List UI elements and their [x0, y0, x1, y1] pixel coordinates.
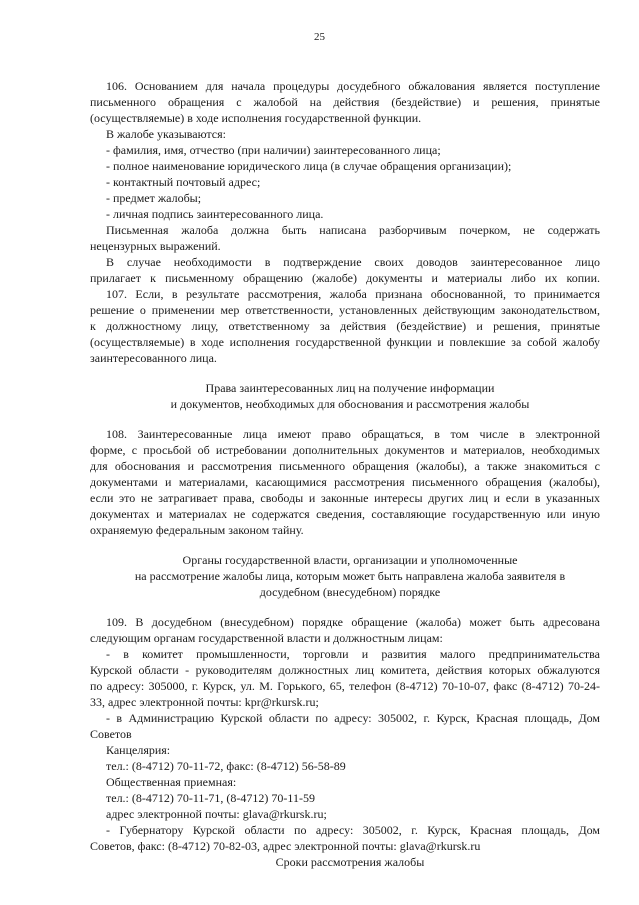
page-number: 25	[314, 31, 325, 43]
paragraph-108-line-4: документами и материалами, касающимися рассмотрения письменного обращения (жалобы),	[90, 475, 600, 489]
list-item: - полное наименование юридического лица (в случае обращения организации);	[106, 159, 512, 173]
paragraph-109-line-2: следующим органам государственной власти и должностным лицам:	[90, 631, 443, 645]
paragraph-106-line-1: 106. Основанием для начала процедуры досудебного обжалования является поступление	[106, 79, 600, 93]
governor-address-line-1: - Губернатору Курской области по адресу: 305002, г. Курск, Красная площадь, Дом	[106, 823, 600, 837]
paragraph-108-line-5: если это не затрагивает права, свободы и законные интересы других лиц и если в указанных	[90, 491, 600, 505]
administration-address-line-1: - в Администрацию Курской области по адресу: 305002, г. Курск, Красная площадь, Дом	[106, 711, 600, 725]
reception-phones: тел.: (8-4712) 70-11-71, (8-4712) 70-11-59	[106, 791, 315, 805]
paragraph-107-line-4: (осуществляемые) в ходе исполнения государственной функции и повлекшие за собой жалобу	[90, 335, 600, 349]
attachments-line-2: прилагает к письменному обращению (жалобе) документы и материалы либо их копии.	[90, 271, 600, 285]
committee-address-line-2: Курской области - руководителям должностных лиц комитета, действия которых обжалуются	[90, 663, 600, 677]
paragraph-108-line-3: для обоснования и рассмотрения письменного обращения (жалобы), а также знакомиться с	[90, 459, 600, 473]
chancellery-phones: тел.: (8-4712) 70-11-72, факс: (8-4712) 56-58-89	[106, 759, 346, 773]
complaint-contents-intro: В жалобе указываются:	[106, 127, 226, 141]
section-heading-authorities-line-1: Органы государственной власти, организации и уполномоченные	[182, 553, 518, 567]
attachments-line-1: В случае необходимости в подтверждение своих доводов заинтересованное лицо	[106, 255, 600, 269]
paragraph-107-line-2: решение о применении мер ответственности, установленных действующим законодательством,	[90, 303, 600, 317]
written-complaint-line-1: Письменная жалоба должна быть написана разборчивым почерком, не содержать	[106, 223, 600, 237]
paragraph-108-line-2: форме, с просьбой об истребовании дополнительных документов и материалов, необходимых	[90, 443, 600, 457]
administration-address-line-2: Советов	[90, 727, 132, 741]
section-heading-authorities-line-2: на рассмотрение жалобы лица, которым может быть направлена жалоба заявителя в	[134, 569, 566, 583]
section-heading-deadlines: Сроки рассмотрения жалобы	[275, 855, 425, 869]
list-item: - контактный почтовый адрес;	[106, 175, 261, 189]
list-item: - предмет жалобы;	[106, 191, 202, 205]
governor-address-line-2: Советов, факс: (8-4712) 70-82-03, адрес электронной почты: glava@rkursk.ru	[90, 839, 481, 853]
section-heading-authorities-line-3: досудебном (внесудебном) порядке	[259, 585, 441, 599]
reception-email: адрес электронной почты: glava@rkursk.ru;	[106, 807, 327, 821]
written-complaint-line-2: нецензурных выражений.	[90, 239, 221, 253]
paragraph-108-line-6: документах и материалах не содержатся сведения, составляющие государственную или иную	[90, 507, 600, 521]
committee-address-line-1: - в комитет промышленности, торговли и развития малого предпринимательства	[106, 647, 600, 661]
chancellery-label: Канцелярия:	[106, 743, 171, 757]
committee-address-line-4: 33, адрес электронной почты: kpr@rkursk.ru;	[90, 695, 319, 709]
list-item: - личная подпись заинтересованного лица.	[106, 207, 324, 221]
paragraph-107-line-1: 107. Если, в результате рассмотрения, жалоба признана обоснованной, то принимается	[106, 287, 600, 301]
paragraph-107-line-5: заинтересованного лица.	[90, 351, 217, 365]
committee-address-line-3: по адресу: 305000, г. Курск, ул. М. Горького, 65, телефон (8-4712) 70-10-07, факс (8-4712) 70-24-	[90, 679, 600, 693]
paragraph-107-line-3: к должностному лицу, ответственному за действия (бездействие) и решения, принятые	[90, 319, 600, 333]
paragraph-108-line-1: 108. Заинтересованные лица имеют право обращаться, в том числе в электронной	[106, 427, 600, 441]
paragraph-109-line-1: 109. В досудебном (внесудебном) порядке обращение (жалоба) может быть адресована	[106, 615, 600, 629]
section-heading-rights-line-1: Права заинтересованных лиц на получение информации	[205, 381, 495, 395]
paragraph-108-line-7: охраняемую федеральным законом тайну.	[90, 523, 304, 537]
section-heading-rights-line-2: и документов, необходимых для обоснования и рассмотрения жалобы	[170, 397, 530, 411]
reception-label: Общественная приемная:	[106, 775, 237, 789]
paragraph-106-line-3: (осуществляемые) в ходе исполнения государственной функции.	[90, 111, 422, 125]
list-item: - фамилия, имя, отчество (при наличии) заинтересованного лица;	[106, 143, 441, 157]
paragraph-106-line-2: письменного обращения с жалобой на действия (бездействие) и решения, принятые	[90, 95, 600, 109]
